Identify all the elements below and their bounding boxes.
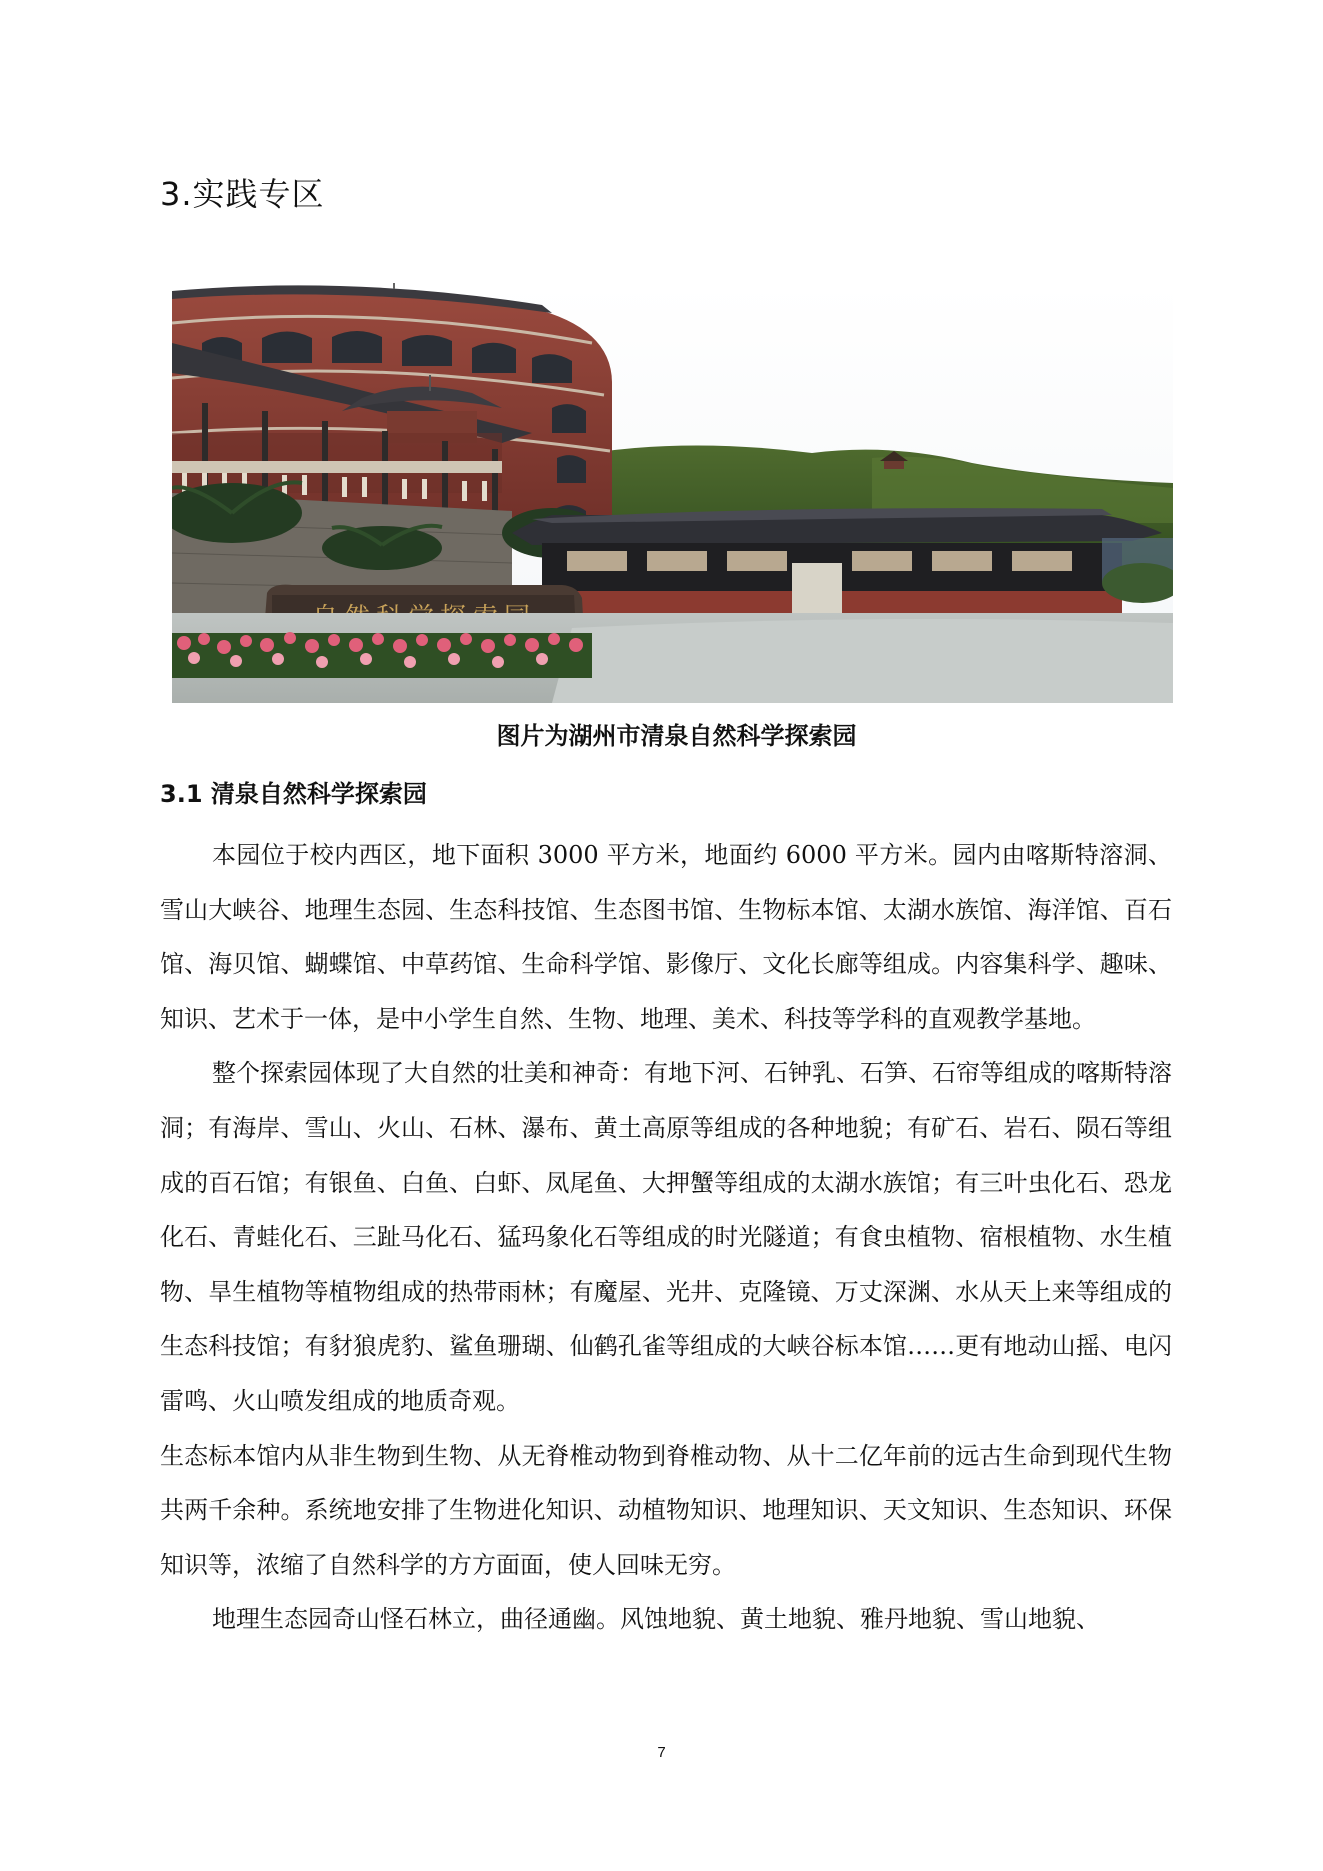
paragraph: 地理生态园奇山怪石林立，曲径通幽。风蚀地貌、黄土地貌、雅丹地貌、雪山地貌、 bbox=[212, 1605, 1100, 1634]
photo-caption: 图片为湖州市清泉自然科学探索园 bbox=[496, 722, 857, 750]
section-title: 3.实践专区 bbox=[160, 175, 325, 213]
paragraph: 生态标本馆内从非生物到生物、从无脊椎动物到脊椎动物、从十二亿年前的远古生命到现代生物共两千余种。系统地安排了生物进化知识、动植物知识、地理知识、天文知识、生态知识、环保知识等，浓缩了自然科学的方方面面，使人回味无穷。 bbox=[160, 1441, 1172, 1579]
photo-nature-science-park bbox=[172, 283, 1173, 703]
paragraph: 本园位于校内西区，地下面积 3000 平方米，地面约 6000 平方米。园内由喀斯特溶洞、雪山大峡谷、地理生态园、生态科技馆、生态图书馆、生物标本馆、太湖水族馆、海洋馆、百石馆、海贝馆、蝴蝶馆、中草药馆、生命科学馆、影像厅、文化长廊等组成。内容集科学、趣味、知识、艺术于一体，是中小学生自然、生物、地理、美术、科技等学科的直观教学基地。 bbox=[160, 841, 1172, 1033]
subsection-title: 3.1 清泉自然科学探索园 bbox=[160, 780, 427, 808]
page-number: 7 bbox=[657, 1744, 666, 1761]
paragraph: 整个探索园体现了大自然的壮美和神奇：有地下河、石钟乳、石笋、石帘等组成的喀斯特溶洞；有海岸、雪山、火山、石林、瀑布、黄土高原等组成的各种地貌；有矿石、岩石、陨石等组成的百石馆；有银鱼、白鱼、白虾、凤尾鱼、大押蟹等组成的太湖水族馆；有三叶虫化石、恐龙化石、青蛙化石、三趾马化石、猛玛象化石等组成的时光隧道；有食虫植物、宿根植物、水生植物、旱生植物等植物组成的热带雨林；有魔屋、光井、克隆镜、万丈深渊、水从天上来等组成的生态科技馆；有豺狼虎豹、鲨鱼珊瑚、仙鹤孔雀等组成的大峡谷标本馆……更有地动山摇、电闪雷鸣、火山喷发组成的地质奇观。 bbox=[160, 1059, 1172, 1415]
body-text bbox=[160, 828, 1172, 1647]
